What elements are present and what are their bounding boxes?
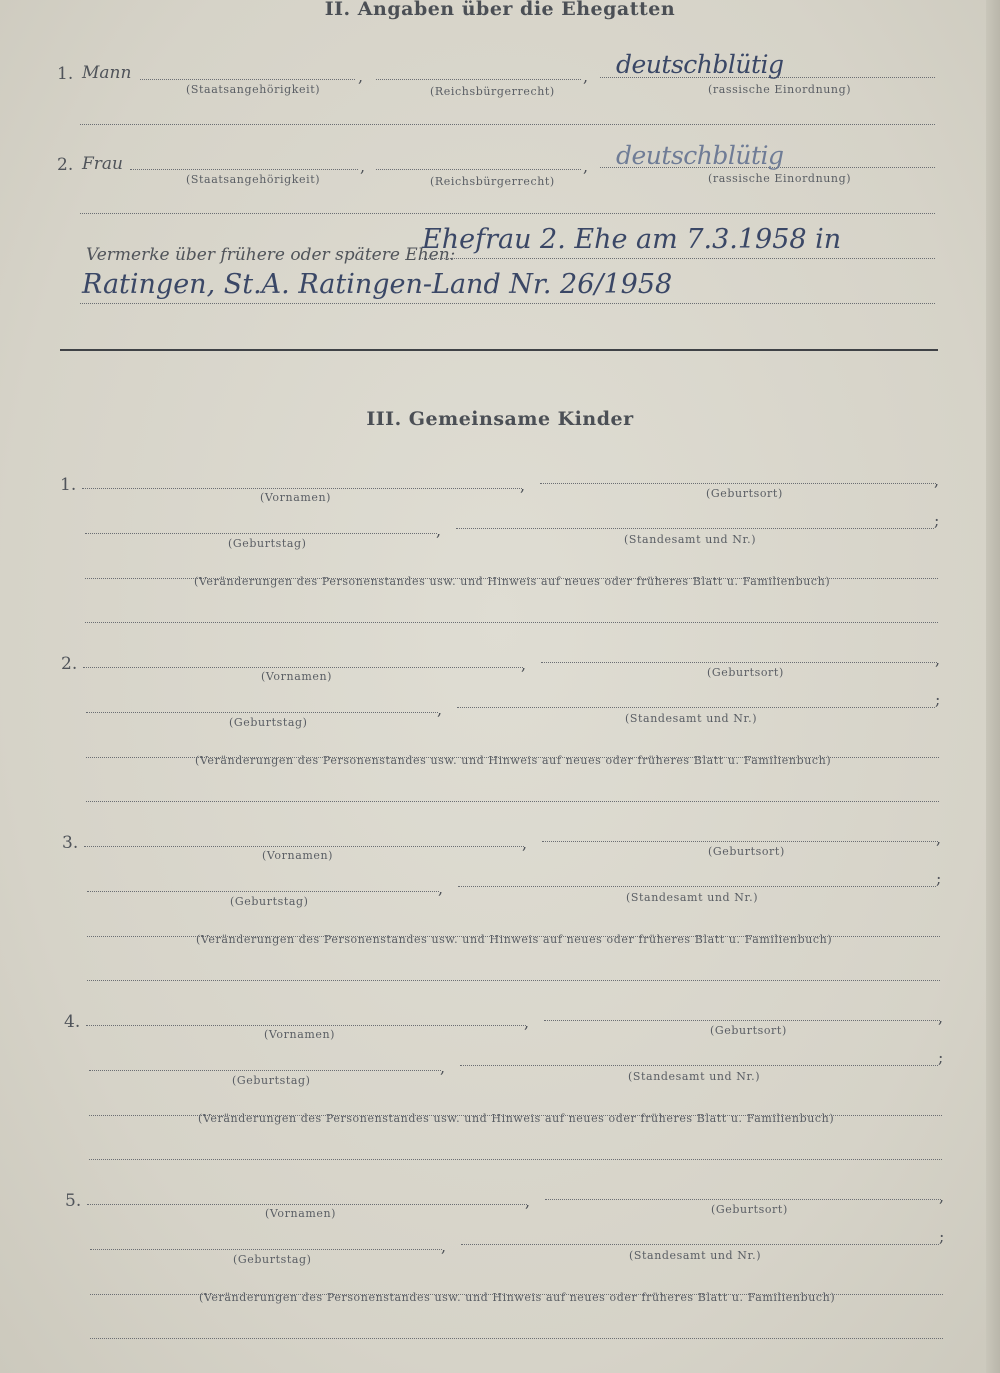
man-number: 1. [57,64,74,84]
section-divider [60,349,938,351]
child-number: 3. [62,833,79,853]
child-birthplace-caption: (Geburtsort) [711,1203,788,1216]
semicolon: ; [935,690,941,709]
comma: , [939,1187,945,1206]
remarks-line-1: Ehefrau 2. Ehe am 7.3.1958 in [422,224,842,255]
child-birthplace-caption: (Geburtsort) [707,666,784,679]
woman-citizenship-caption: (Staatsangehörigkeit) [186,173,321,186]
man-race-caption: (rassische Einordnung) [708,83,852,96]
child-birthplace-caption: (Geburtsort) [710,1024,787,1037]
man-reich-caption: (Reichsbürgerrecht) [430,85,555,98]
child-firstnames-caption: (Vornamen) [262,849,334,862]
child-firstnames-caption: (Vornamen) [264,1028,336,1041]
child-registry-line[interactable] [458,886,936,887]
child-registry-caption: (Standesamt und Nr.) [629,1249,762,1262]
child-firstnames-line[interactable] [87,1204,527,1205]
child-birthday-caption: (Geburtstag) [233,1253,312,1266]
child-firstnames-caption: (Vornamen) [260,491,332,504]
child-changes-caption: (Veränderungen des Personenstandes usw. und Hinweis auf neues oder früheres Blatt u. Familienbuch) [195,754,832,767]
remarks-label: Vermerke über frühere oder spätere Ehen: [86,245,456,265]
comma: , [583,67,589,86]
comma: , [360,157,366,176]
woman-race-value: deutschblütig [616,141,784,170]
comma: , [938,1008,944,1027]
child-birthplace-line[interactable] [540,483,936,484]
remarks-line-2: Ratingen, St.A. Ratingen-Land Nr. 26/1958 [82,269,673,300]
child-number: 1. [60,475,77,495]
semicolon: ; [934,511,940,530]
remarks-line-1-rule[interactable] [420,258,935,259]
woman-reich-line[interactable] [376,169,581,170]
semicolon: ; [936,869,942,888]
child-firstnames-line[interactable] [82,488,522,489]
comma: , [522,834,528,853]
child-registry-line[interactable] [457,707,935,708]
child-birthday-caption: (Geburtstag) [230,895,309,908]
child-firstnames-line[interactable] [83,667,523,668]
child-number: 4. [64,1012,81,1032]
child-birthday-line[interactable] [87,891,439,892]
semicolon: ; [939,1227,945,1246]
man-race-value: deutschblütig [616,50,784,79]
comma: , [440,1058,446,1077]
woman-label: Frau [82,154,124,174]
comma: , [525,1192,531,1211]
child-extra-line[interactable] [87,980,940,981]
child-birthplace-line[interactable] [542,841,938,842]
man-citizenship-line[interactable] [140,79,355,80]
comma: , [521,655,527,674]
child-birthday-line[interactable] [85,533,437,534]
comma: , [437,700,443,719]
child-registry-caption: (Standesamt und Nr.) [626,891,759,904]
child-birthday-caption: (Geburtstag) [229,716,308,729]
child-birthplace-line[interactable] [544,1020,940,1021]
comma: , [520,476,526,495]
child-extra-line[interactable] [89,1159,942,1160]
woman-race-caption: (rassische Einordnung) [708,172,852,185]
child-registry-line[interactable] [460,1065,938,1066]
child-registry-caption: (Standesamt und Nr.) [625,712,758,725]
man-label: Mann [82,63,132,83]
child-birthday-line[interactable] [86,712,438,713]
semicolon: ; [938,1048,944,1067]
child-birthday-line[interactable] [90,1249,442,1250]
woman-reich-caption: (Reichsbürgerrecht) [430,175,555,188]
section-2-title: II. Angaben über die Ehegatten [324,0,676,20]
man-reich-line[interactable] [376,79,581,80]
comma: , [358,67,364,86]
child-extra-line[interactable] [90,1338,943,1339]
child-changes-caption: (Veränderungen des Personenstandes usw. und Hinweis auf neues oder früheres Blatt u. Familienbuch) [199,1291,836,1304]
comma: , [436,521,442,540]
child-extra-line[interactable] [86,801,939,802]
child-birthplace-caption: (Geburtsort) [706,487,783,500]
page-edge [986,0,1000,1373]
child-number: 5. [65,1191,82,1211]
man-extra-line[interactable] [80,124,935,125]
child-registry-line[interactable] [456,528,934,529]
child-birthplace-line[interactable] [541,662,937,663]
child-registry-caption: (Standesamt und Nr.) [624,533,757,546]
child-birthplace-line[interactable] [545,1199,941,1200]
man-citizenship-caption: (Staatsangehörigkeit) [186,83,321,96]
child-firstnames-caption: (Vornamen) [261,670,333,683]
child-registry-caption: (Standesamt und Nr.) [628,1070,761,1083]
woman-extra-line[interactable] [80,213,935,214]
child-birthday-caption: (Geburtstag) [232,1074,311,1087]
comma: , [935,650,941,669]
section-3-title: III. Gemeinsame Kinder [366,408,634,430]
comma: , [441,1237,447,1256]
child-firstnames-line[interactable] [84,846,524,847]
child-extra-line[interactable] [85,622,938,623]
remarks-line-2-rule[interactable] [80,303,935,304]
child-number: 2. [61,654,78,674]
child-registry-line[interactable] [461,1244,939,1245]
comma: , [934,471,940,490]
child-changes-caption: (Veränderungen des Personenstandes usw. und Hinweis auf neues oder früheres Blatt u. Familienbuch) [194,575,831,588]
comma: , [438,879,444,898]
woman-number: 2. [57,155,74,175]
child-firstnames-caption: (Vornamen) [265,1207,337,1220]
comma: , [583,157,589,176]
woman-citizenship-line[interactable] [130,169,358,170]
child-birthday-line[interactable] [89,1070,441,1071]
comma: , [524,1013,530,1032]
child-changes-caption: (Veränderungen des Personenstandes usw. und Hinweis auf neues oder früheres Blatt u. Familienbuch) [198,1112,835,1125]
child-birthplace-caption: (Geburtsort) [708,845,785,858]
child-changes-caption: (Veränderungen des Personenstandes usw. und Hinweis auf neues oder früheres Blatt u. Familienbuch) [196,933,833,946]
child-birthday-caption: (Geburtstag) [228,537,307,550]
child-firstnames-line[interactable] [86,1025,526,1026]
comma: , [936,829,942,848]
